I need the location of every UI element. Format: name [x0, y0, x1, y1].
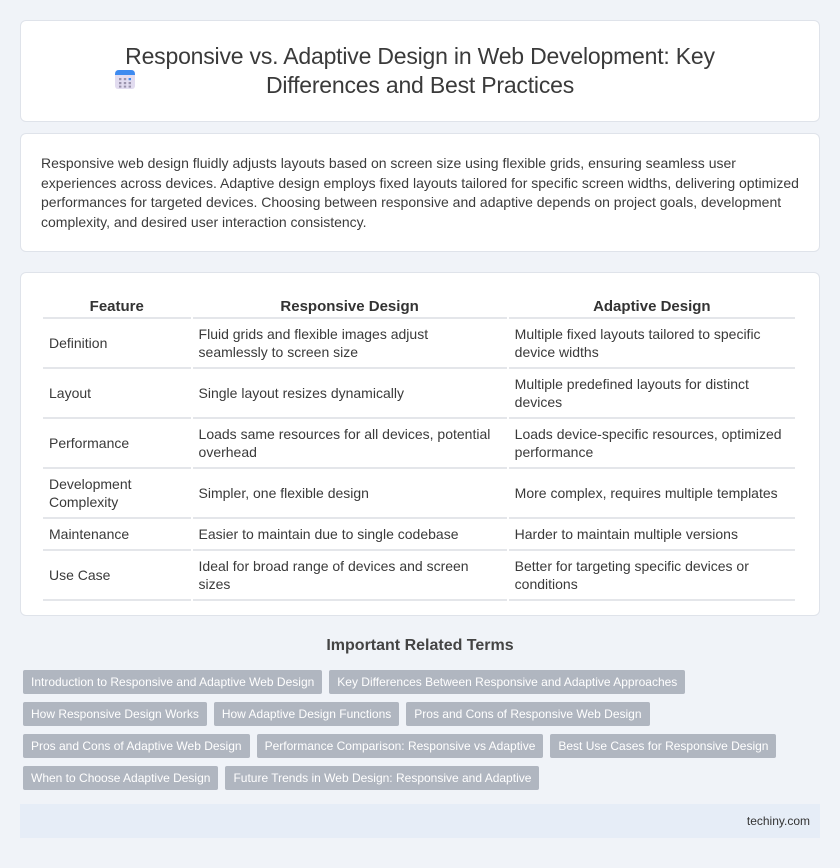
- table-row: [43, 419, 795, 469]
- cell-responsive: Ideal for broad range of devices and screen sizes: [193, 551, 507, 601]
- cell-adaptive: Multiple fixed layouts tailored to specific device widths: [509, 319, 795, 369]
- related-term-tag[interactable]: How Responsive Design Works: [23, 702, 207, 726]
- header-adaptive: Adaptive Design: [509, 297, 795, 319]
- title-card: [20, 20, 820, 122]
- cell-adaptive: Multiple predefined layouts for distinct devices: [509, 369, 795, 419]
- cell-adaptive: Harder to maintain multiple versions: [509, 519, 795, 551]
- page-title: Responsive vs. Adaptive Design in Web Development: Key Differences and Best Practices: [125, 43, 715, 98]
- related-term-tag[interactable]: Pros and Cons of Responsive Web Design: [406, 702, 649, 726]
- cell-responsive: Fluid grids and flexible images adjust seamlessly to screen size: [193, 319, 507, 369]
- cell-responsive: Loads same resources for all devices, potential overhead: [193, 419, 507, 469]
- intro-card: [20, 133, 820, 252]
- related-term-tag[interactable]: Pros and Cons of Adaptive Web Design: [23, 734, 250, 758]
- cell-feature: Performance: [43, 419, 191, 469]
- cell-adaptive: Loads device-specific resources, optimized performance: [509, 419, 795, 469]
- cell-adaptive: Better for targeting specific devices or conditions: [509, 551, 795, 601]
- cell-feature: Development Complexity: [43, 469, 191, 519]
- related-term-tag[interactable]: How Adaptive Design Functions: [214, 702, 399, 726]
- cell-feature: Layout: [43, 369, 191, 419]
- table-header-row: [43, 297, 795, 319]
- cell-feature: Use Case: [43, 551, 191, 601]
- related-term-tag[interactable]: Future Trends in Web Design: Responsive and Adaptive: [225, 766, 539, 790]
- cell-adaptive: More complex, requires multiple templates: [509, 469, 795, 519]
- table-row: [43, 551, 795, 601]
- related-terms-list: [23, 670, 823, 790]
- related-term-tag[interactable]: Introduction to Responsive and Adaptive Web Design: [23, 670, 322, 694]
- footer: [20, 804, 820, 838]
- related-term-tag[interactable]: Best Use Cases for Responsive Design: [550, 734, 776, 758]
- comparison-table-card: [20, 272, 820, 616]
- related-term-tag[interactable]: Key Differences Between Responsive and Adaptive Approaches: [329, 670, 685, 694]
- cell-feature: Definition: [43, 319, 191, 369]
- cell-responsive: Simpler, one flexible design: [193, 469, 507, 519]
- table-row: [43, 519, 795, 551]
- table-row: [43, 469, 795, 519]
- related-term-tag[interactable]: Performance Comparison: Responsive vs Adaptive: [257, 734, 544, 758]
- intro-paragraph: Responsive web design fluidly adjusts layouts based on screen size using flexible grids, ensuring seamless user experiences across devices. Adaptive design employs fixed layouts tailored for specific screen widths, delivering optimized performances for targeted devices. Choosing between responsive and adaptive depends on project goals, development complexity, and desired user interaction consistency.: [41, 155, 799, 230]
- cell-feature: Maintenance: [43, 519, 191, 551]
- header-responsive: Responsive Design: [193, 297, 507, 319]
- site-link[interactable]: techiny.com: [746, 814, 810, 828]
- cell-responsive: Easier to maintain due to single codebase: [193, 519, 507, 551]
- cell-responsive: Single layout resizes dynamically: [193, 369, 507, 419]
- related-terms-heading: Important Related Terms: [326, 637, 514, 654]
- table-row: [43, 369, 795, 419]
- table-row: [43, 319, 795, 369]
- related-term-tag[interactable]: When to Choose Adaptive Design: [23, 766, 218, 790]
- header-feature: Feature: [43, 297, 191, 319]
- comparison-table: [41, 297, 797, 601]
